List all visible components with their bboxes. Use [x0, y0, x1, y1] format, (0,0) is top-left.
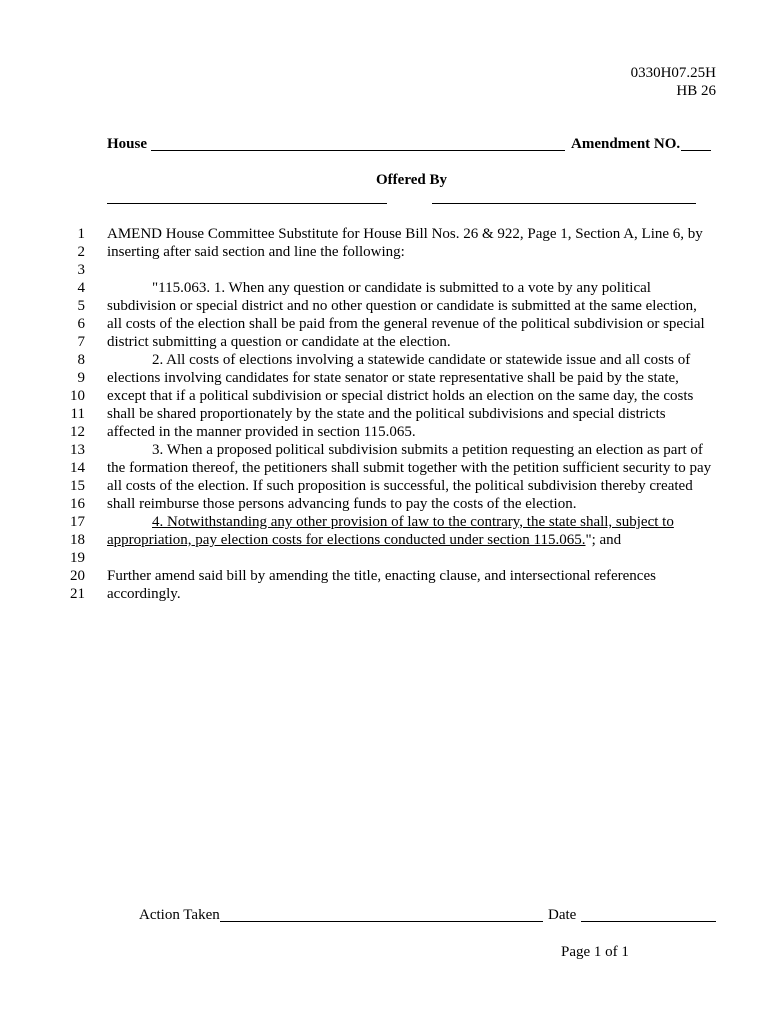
amendment-line [0, 405, 770, 423]
amendment-line [0, 279, 770, 297]
line-number: 19 [70, 550, 85, 566]
amendment-line [0, 513, 770, 531]
action-taken-label: Action Taken [139, 907, 220, 923]
offered-by-label: Offered By [376, 172, 447, 188]
amendment-line [0, 351, 770, 369]
amendment-line [0, 459, 770, 477]
amendment-line [0, 297, 770, 315]
line-text: AMEND House Committee Substitute for House Bill Nos. 26 & 922, Page 1, Section A, Line 6, by [107, 226, 703, 242]
line-number: 20 [70, 568, 85, 584]
line-text: subdivision or special district and no other question or candidate is submitted at the same election, [107, 298, 697, 314]
line-number: 9 [77, 370, 85, 386]
house-label: House [107, 136, 148, 152]
line-number: 5 [77, 298, 85, 314]
line-number: 6 [77, 316, 85, 332]
line-text: except that if a political subdivision or special district holds an election on the same day, the costs [107, 388, 694, 404]
amendment-line [0, 567, 770, 585]
amendment-line [0, 477, 770, 495]
line-text: district submitting a question or candidate at the election. [107, 334, 451, 350]
line-number: 18 [70, 532, 85, 548]
line-number: 1 [77, 226, 85, 242]
line-text: all costs of the election. If such proposition is successful, the political subdivision thereby created [107, 478, 693, 494]
bill-number: HB 26 [676, 83, 716, 99]
amendment-line [0, 333, 770, 351]
offered-by-line-left [107, 203, 387, 204]
house-blank-line [151, 150, 565, 151]
action-taken-blank-line [220, 921, 543, 922]
line-text-underlined: appropriation, pay election costs for elections conducted under section 115.065. [107, 532, 586, 548]
line-text-composite [107, 531, 621, 549]
line-number: 8 [77, 352, 85, 368]
line-text-suffix: "; and [585, 532, 622, 548]
line-number: 10 [70, 388, 85, 404]
document-code: 0330H07.25H [630, 65, 716, 81]
line-number: 4 [77, 280, 85, 296]
amendment-line [0, 387, 770, 405]
offered-by-line-right [432, 203, 696, 204]
line-text: the formation thereof, the petitioners shall submit together with the petition sufficient security to pay [107, 460, 712, 476]
line-number: 21 [70, 586, 85, 602]
line-number: 14 [70, 460, 85, 476]
line-text: "115.063. 1. When any question or candidate is submitted to a vote by any political [152, 280, 651, 296]
line-number: 16 [70, 496, 85, 512]
date-blank-line [581, 921, 716, 922]
line-number: 17 [70, 514, 85, 530]
line-number: 7 [77, 334, 85, 350]
line-number: 11 [70, 406, 85, 422]
line-number: 3 [77, 262, 85, 278]
line-number: 12 [70, 424, 85, 440]
line-text: affected in the manner provided in section 115.065. [107, 424, 416, 440]
amendment-number-label: Amendment NO. [571, 136, 681, 152]
amendment-number-blank-line [681, 150, 711, 151]
line-text: elections involving candidates for state senator or state representative shall be paid by the state, [107, 370, 679, 386]
amendment-line [0, 369, 770, 387]
amendment-line [0, 423, 770, 441]
amendment-line [0, 225, 770, 243]
line-text-underlined: 4. Notwithstanding any other provision of law to the contrary, the state shall, subject to [152, 514, 674, 530]
line-text: all costs of the election shall be paid from the general revenue of the political subdivision or special [107, 316, 705, 332]
line-text: 3. When a proposed political subdivision submits a petition requesting an election as part of [152, 442, 703, 458]
line-number: 2 [77, 244, 85, 260]
line-text: inserting after said section and line the following: [107, 244, 405, 260]
amendment-line [0, 585, 770, 603]
page-number: Page 1 of 1 [561, 944, 629, 960]
line-text: shall reimburse those persons advancing funds to pay the costs of the election. [107, 496, 577, 512]
line-text: accordingly. [107, 586, 181, 602]
amendment-line [0, 261, 770, 279]
line-number: 15 [70, 478, 85, 494]
line-text: Further amend said bill by amending the title, enacting clause, and intersectional references [107, 568, 656, 584]
amendment-line [0, 549, 770, 567]
line-text: shall be shared proportionately by the state and the political subdivisions and special districts [107, 406, 666, 422]
date-label: Date [548, 907, 577, 923]
amendment-line [0, 441, 770, 459]
amendment-line [0, 495, 770, 513]
line-number: 13 [70, 442, 85, 458]
amendment-line [0, 315, 770, 333]
line-text: 2. All costs of elections involving a statewide candidate or statewide issue and all costs of [152, 352, 691, 368]
amendment-line [0, 243, 770, 261]
amendment-line [0, 531, 770, 549]
